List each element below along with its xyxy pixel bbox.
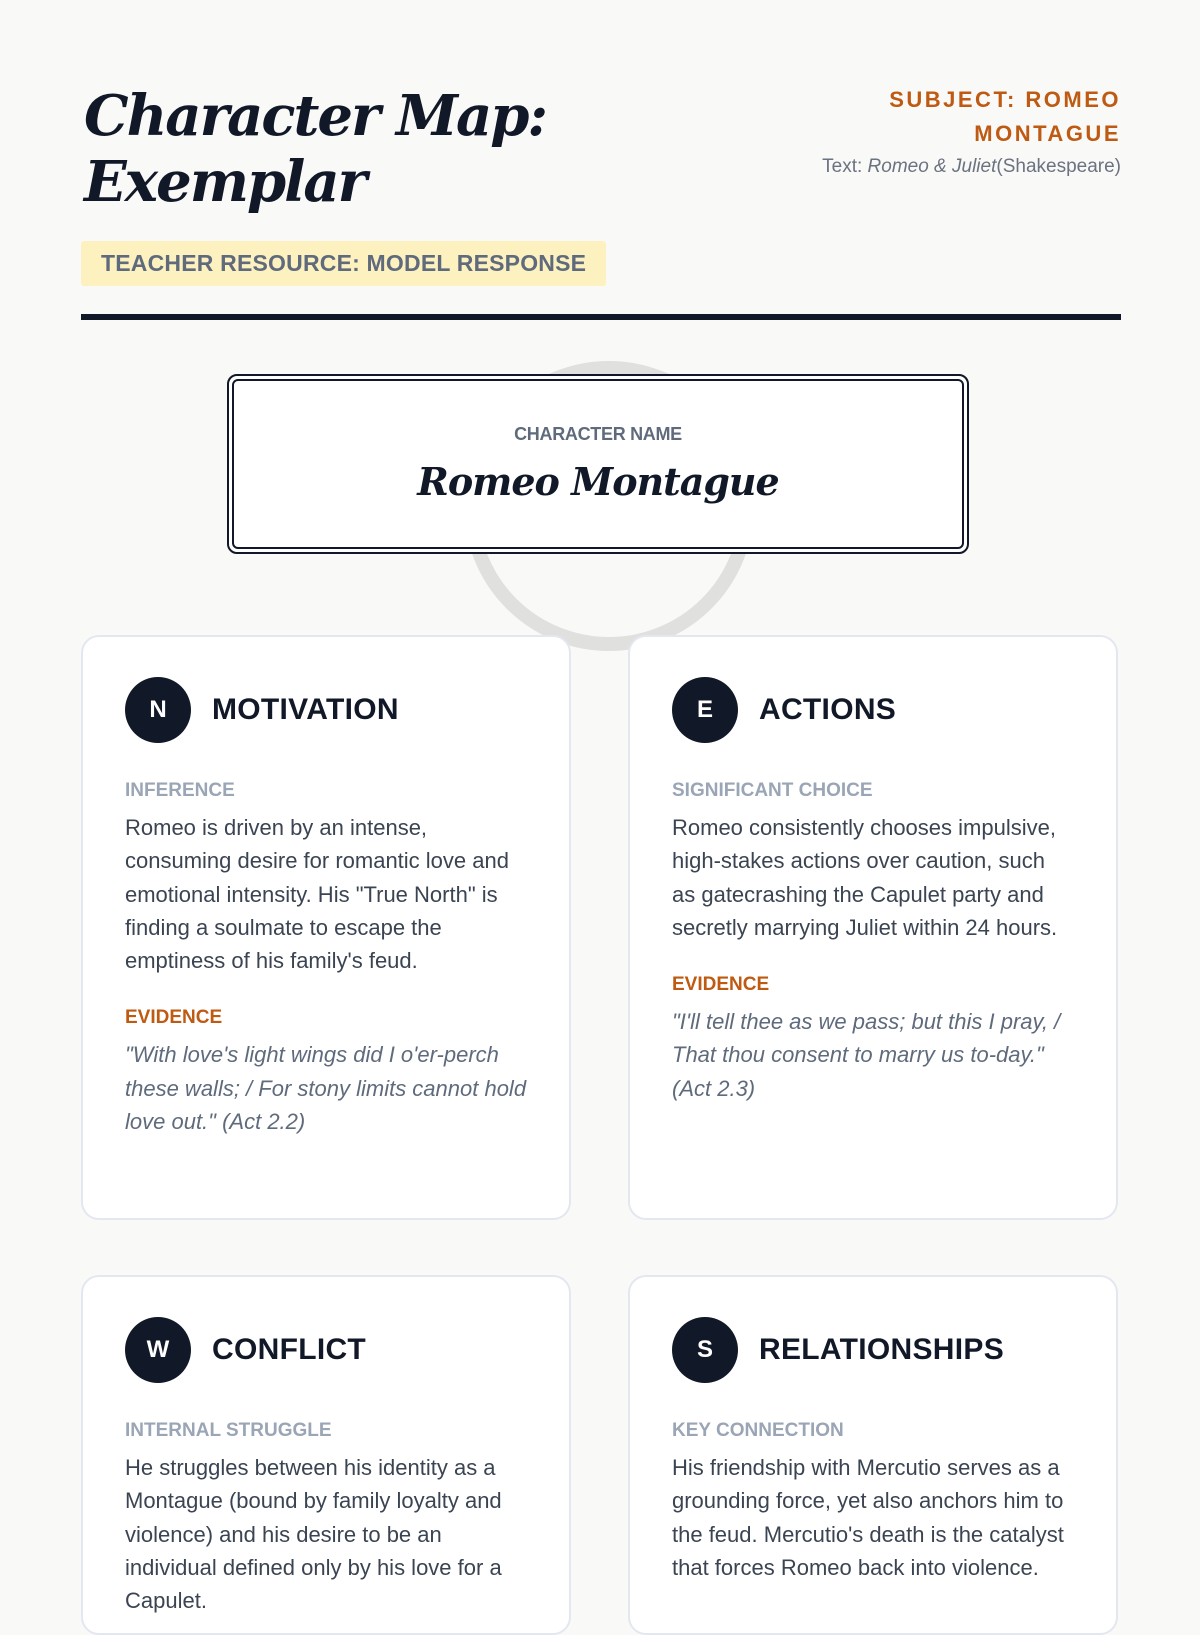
card-header (672, 1317, 1074, 1383)
card-header (125, 677, 527, 743)
page (81, 0, 1121, 1614)
card-body: His friendship with Mercutio serves as a grounding force, yet also anchors him to the feud. Mercutio's death is the catalyst that forces Romeo back into violence. (672, 1455, 1064, 1580)
character-name: Romeo Montague (417, 459, 779, 504)
header-divider (81, 314, 1121, 320)
compass-letter-badge: E (672, 677, 738, 743)
evidence-quote: "I'll tell thee as we pass; but this I pray, / That thou consent to marry us to-day." (Act 2.3) (672, 1009, 1061, 1101)
card-title: MOTIVATION (212, 693, 399, 726)
card-motivation (81, 635, 571, 1220)
character-name-box (227, 374, 969, 554)
section-label: KEY CONNECTION (672, 1420, 844, 1441)
page-title: Character Map: Exemplar (84, 83, 547, 215)
card-body: Romeo consistently chooses impulsive, high-stakes actions over caution, such as gatecrashing the Capulet party and secretly marrying Juliet within 24 hours. (672, 815, 1058, 940)
card-title: RELATIONSHIPS (759, 1333, 1005, 1366)
evidence-label: EVIDENCE (672, 974, 770, 996)
subject-label: SUBJECT: ROMEO MONTAGUE (889, 87, 1121, 146)
text-author: (Shakespeare) (996, 156, 1121, 177)
section-label: SIGNIFICANT CHOICE (672, 780, 873, 801)
card-body: He struggles between his identity as a Montague (bound by family loyalty and violence) and his desire to be an individual defined only by his love for a Capulet. (125, 1455, 502, 1614)
compass-letter-badge: W (125, 1317, 191, 1383)
card-title: ACTIONS (759, 693, 897, 726)
evidence-quote: "With love's light wings did I o'er-perch these walls; / For stony limits cannot hold love out." (Act 2.2) (125, 1042, 527, 1135)
text-prefix: Text: (822, 156, 863, 177)
compass-letter-badge: N (125, 677, 191, 743)
card-header (125, 1317, 527, 1383)
section-label: INFERENCE (125, 780, 235, 801)
card-relationships (628, 1275, 1118, 1635)
text-source (822, 154, 1121, 180)
compass-letter-badge: S (672, 1317, 738, 1383)
teacher-resource-badge: TEACHER RESOURCE: MODEL RESPONSE (81, 241, 606, 286)
card-title: CONFLICT (212, 1333, 367, 1366)
card-body: Romeo is driven by an intense, consuming desire for romantic love and emotional intensity. His "True North" is finding a soulmate to escape the emptiness of his family's feud. (125, 815, 509, 974)
evidence-label: EVIDENCE (125, 1007, 223, 1029)
card-header (672, 677, 1074, 743)
text-title: Romeo & Juliet (867, 156, 997, 177)
card-actions (628, 635, 1118, 1220)
card-conflict (81, 1275, 571, 1635)
character-name-label: CHARACTER NAME (514, 424, 682, 444)
section-label: INTERNAL STRUGGLE (125, 1420, 332, 1441)
